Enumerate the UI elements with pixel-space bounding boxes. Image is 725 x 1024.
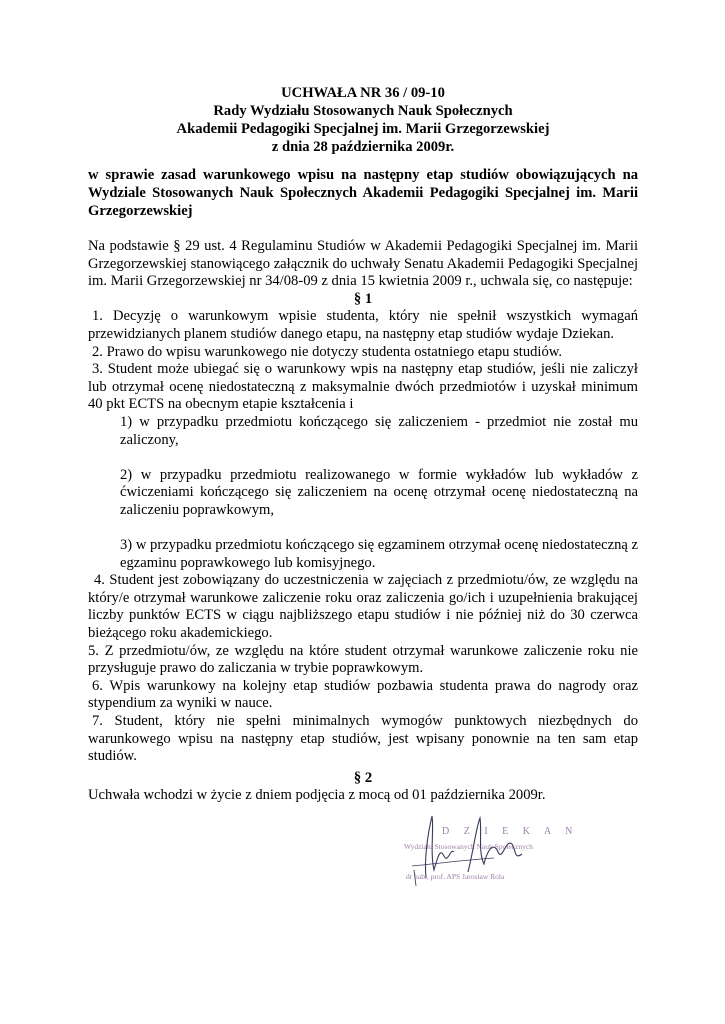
condition-3: 3) w przypadku przedmiotu kończącego się egzaminem otrzymał ocenę niedostateczną z egzaminu poprawkowego lub komisyjnego. [120, 537, 638, 571]
section-1-item-6: 6. Wpis warunkowy na kolejny etap studiów pozbawia studenta prawa do nagrody oraz stypendium za wyniki w nauce. [88, 677, 638, 712]
section-2-heading: § 2 [353, 769, 373, 786]
section-1-item-4: 4. Student jest zobowiązany do uczestniczenia w zajęciach z przedmiotu/ów, ze względu na który/e otrzymał warunkowe zaliczenie roku oraz zaliczenia go/ich i uzupełnienia brakującej liczby punktów ECTS w ciągu najbliższego etapu studiów i nie później niż do 30 czerwca bieżącego roku akademickiego. [88, 572, 638, 642]
section-1-item-3: 3. Student może ubiegać się o warunkowy wpis na następny etap studiów, jeśli nie zaliczył lub otrzymał ocenę niedostateczną z maksymalnie dwóch przedmiotów i uzyskał minimum 40 pkt ECTS na obecnym etapie kształcenia i [88, 361, 638, 413]
section-1-item-1: 1. Decyzję o warunkowym wpisie studenta, który nie spełnił wszystkich wymagań przewidzianych planem studiów danego etapu, na następny etap studiów wydaje Dziekan. [88, 308, 638, 342]
section-1-heading: § 1 [353, 290, 373, 307]
resolution-title: UCHWAŁA NR 36 / 09-10 [281, 85, 445, 101]
stamp-faculty: Wydziału Stosowanych Nauk Społecznych [404, 842, 533, 851]
section-1-item-7: 7. Student, który nie spełni minimalnych wymogów punktowych niezbędnych do warunkowego wpisu na następny etap studiów, jest wpisany ponownie na ten sam etap studiów. [88, 713, 638, 765]
section-2-text: Uchwała wchodzi w życie z dniem podjęcia z mocą od 01 października 2009r. [88, 787, 546, 804]
stamp-title: D Z I E K A N [442, 826, 579, 837]
resolution-body [88, 238, 638, 805]
condition-2: 2) w przypadku przedmiotu realizowanego w formie wykładów lub wykładów z ćwiczeniami kończącego się zaliczeniem na ocenę otrzymał ocenę niedostateczną na zaliczeniu poprawkowym, [120, 466, 638, 518]
conditions-list [88, 414, 638, 572]
condition-1: 1) w przypadku przedmiotu kończącego się zaliczeniem - przedmiot nie został mu zaliczony, [120, 413, 638, 448]
resolution-header [88, 84, 638, 156]
section-1-item-5: 5. Z przedmiotu/ów, ze względu na które student otrzymał warunkowe zaliczenie roku nie przysługuje prawo do zaliczania w trybie poprawkowym. [88, 642, 638, 677]
section-1-item-2: 2. Prawo do wpisu warunkowego nie dotyczy studenta ostatniego etapu studiów. [92, 343, 563, 360]
academy-name: Akademii Pedagogiki Specjalnej im. Marii Grzegorzewskiej [176, 121, 550, 137]
handwritten-signature [404, 808, 574, 894]
dean-stamp-signature [404, 808, 579, 894]
preamble: Na podstawie § 29 ust. 4 Regulaminu Studiów w Akademii Pedagogiki Specjalnej im. Marii Grzegorzewskiej stanowiącego załącznik do uchwały Senatu Akademii Pedagogiki Specjalnej im. Marii Grzegorzewskiej nr 34/08-09 z dnia 15 kwietnia 2009 r., uchwala się, co następuje: [88, 238, 638, 290]
stamp-name: dr hab., prof. APS Jarosław Rola [406, 872, 505, 881]
resolution-subject: w sprawie zasad warunkowego wpisu na następny etap studiów obowiązujących na Wydziale Stosowanych Nauk Społecznych Akademii Pedagogiki Specjalnej im. Marii Grzegorzewskiej [88, 167, 638, 219]
council-name: Rady Wydziału Stosowanych Nauk Społecznych [213, 103, 513, 119]
resolution-date: z dnia 28 października 2009r. [271, 139, 455, 155]
